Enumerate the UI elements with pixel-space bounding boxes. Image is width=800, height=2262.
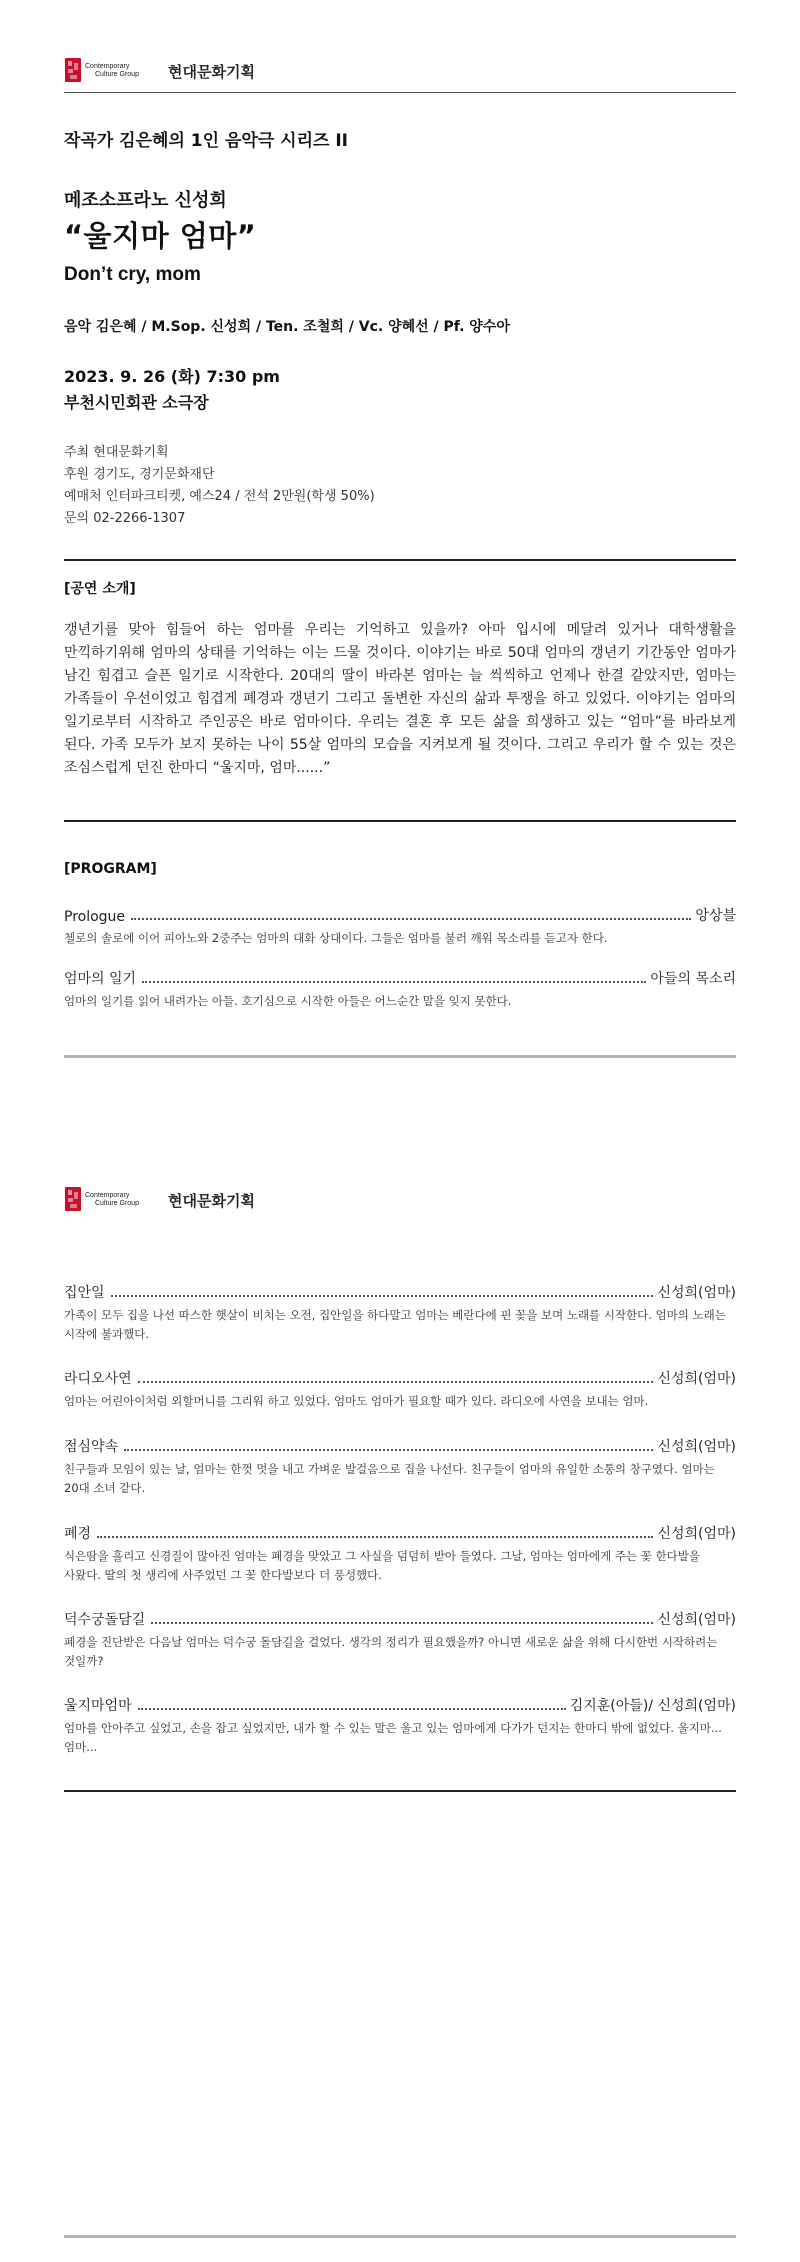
page-2-footer-rule [64,2235,736,2238]
program-item-description: 가족이 모두 집을 나선 따스한 햇살이 비치는 오전, 집안일을 하다말고 엄마는 베란다에 핀 꽃을 보며 노래를 시작한다. 엄마의 노래는 시작에 불과했다. [64,1308,726,1341]
intro-top-divider [64,559,736,561]
company-name: 현대문화기획 [168,1192,255,1210]
program-item-line [64,1366,736,1388]
program-item-title: 엄마의 일기 [64,971,137,987]
program-item-performer: 앙상블 [695,908,736,924]
ticket-info: 예매처 인터파크티켓, 예스24 / 전석 2만원(학생 50%) [64,489,375,504]
program-end-divider [64,1790,736,1792]
program-item-line [64,903,736,925]
program-item [64,1693,736,1757]
english-title: Don’t cry, mom [64,264,201,285]
program-item-line [64,1693,736,1715]
logo-text [85,63,139,79]
logo-text-line2: Culture Group [95,1200,139,1207]
dot-leader [131,918,691,920]
program-item-line [64,1521,736,1543]
program-item-performer: 신성희(엄마) [657,1612,736,1628]
program-item [64,1366,736,1411]
performer-name: 메조소프라노 신성희 [64,190,227,211]
logo-seal-icon [64,1186,82,1212]
program-item-title: 폐경 [64,1526,92,1542]
company-logo [64,1185,164,1215]
contact-info: 문의 02-2266-1307 [64,511,186,526]
logo-text-line1: Contemporary [85,1192,130,1199]
concert-title: “울지마 엄마” [64,219,257,253]
program-item [64,1280,736,1344]
dot-leader [151,1622,653,1624]
logo-text-line2: Culture Group [95,71,139,78]
company-name: 현대문화기획 [168,63,255,81]
page-1-footer-rule [64,1055,736,1058]
page-2 [0,1160,800,2262]
program-item [64,1607,736,1671]
dot-leader [138,1708,566,1710]
program-item [64,966,736,1011]
dot-leader [138,1381,654,1383]
dot-leader [111,1295,654,1297]
program-item-description: 폐경을 진단받은 다음날 엄마는 덕수궁 돌담길을 걸었다. 생각의 정리가 필요했을까? 아니면 새로운 삶을 위해 다시한번 시작하려는 것일까? [64,1635,718,1668]
program-item-description: 친구들과 모임이 있는 날, 엄마는 한껏 멋을 내고 가벼운 발걸음으로 집을 나선다. 친구들이 엄마의 유일한 소통의 창구였다. 엄마는 20대 소녀 같다. [64,1462,715,1495]
program-item-performer: 아들의 목소리 [650,971,736,987]
program-item [64,1434,736,1498]
series-title: 작곡가 김은혜의 1인 음악극 시리즈 II [64,131,348,151]
program-item-title: 집안일 [64,1285,105,1301]
page-header [64,1185,736,1215]
logo-text-line1: Contemporary [85,63,130,70]
program-heading: [PROGRAM] [64,861,157,877]
company-logo [64,56,164,86]
program-item-line [64,1434,736,1456]
program-item-title: 라디오사연 [64,1371,132,1387]
program-item-description: 식은땀을 흘리고 신경질이 많아진 엄마는 폐경을 맞았고 그 사실을 덤덤히 받아 들였다. 그날, 엄마는 엄마에게 주는 꽃 한다발을 사왔다. 딸의 첫 생리에 사주었던 그 꽃 한다발보다 더 풍성했다. [64,1549,701,1582]
program-item [64,903,736,948]
program-item-performer: 김지훈(아들)/ 신성희(엄마) [569,1698,736,1714]
program-item-title: 점심약속 [64,1439,119,1455]
page-1 [0,0,800,1100]
program-item-line [64,1280,736,1302]
dot-leader [142,981,646,983]
program-item-line [64,1607,736,1629]
intro-bottom-divider [64,820,736,822]
program-item-description: 첼로의 솔로에 이어 피아노와 2중주는 엄마의 대화 상대이다. 그들은 엄마를 불러 깨워 목소리를 듣고자 한다. [64,931,608,945]
host-info: 주최 현대문화기획 [64,445,169,460]
sponsor-info: 후원 경기도, 경기문화재단 [64,467,215,482]
page-header [64,56,736,86]
dot-leader [124,1449,653,1451]
program-item [64,1521,736,1585]
dot-leader [97,1536,653,1538]
program-item-title: 덕수궁돌담길 [64,1612,146,1628]
intro-body: 갱년기를 맞아 힘들어 하는 엄마를 우리는 기억하고 있을까? 아마 입시에 메달려 있거나 대학생활을 만끽하기위해 엄마의 상태를 기억하는 이는 드물 것이다. 이야기는 바로 50대 엄마의 갱년기 기간동안 엄마가 남긴 힘겹고 슬픈 일기로 시작한다. 20대의 딸이 바라본 엄마는 늘 씩씩하고 언제나 한결 같았지만, 엄마는 가족들이 우선이었고 힘겹게 폐경과 갱년기 그리고 돌변한 자신의 삶과 투쟁을 하고 있었다. 이야기는 엄마의 일기로부터 시작하고 주인공은 바로 엄마이다. 우리는 결혼 후 모든 삶을 희생하고 있는 “엄마”를 바라보게 된다. 가족 모두가 보지 못하는 나이 55살 엄마의 모습을 지켜보게 될 것이다. 그리고 우리가 할 수 있는 것은 조심스럽게 던진 한마디 “울지마, 엄마......” [64,622,736,776]
program-item-title: 울지마엄마 [64,1698,132,1714]
program-item-description: 엄마는 어린아이처럼 외할머니를 그리워 하고 있었다. 엄마도 엄마가 필요할 때가 있다. 라디오에 사연을 보내는 엄마. [64,1394,649,1408]
program-item-performer: 신성희(엄마) [657,1526,736,1542]
program-item-performer: 신성희(엄마) [657,1371,736,1387]
intro-heading: [공연 소개] [64,581,136,597]
program-item-line [64,966,736,988]
concert-venue: 부천시민회관 소극장 [64,393,209,412]
program-item-description: 엄마를 안아주고 싶었고, 손을 잡고 싶었지만, 내가 할 수 있는 말은 울고 있는 엄마에게 다가가 던지는 한마디 밖에 없었다. 울지마... 엄마... [64,1721,722,1754]
program-item-description: 엄마의 일기를 읽어 내려가는 아들. 호기심으로 시작한 아들은 어느순간 말을 잊지 못한다. [64,994,512,1008]
logo-seal-icon [64,57,82,83]
credits-line: 음악 김은혜 / M.Sop. 신성희 / Ten. 조철희 / Vc. 양혜선 / Pf. 양수아 [64,319,510,335]
program-item-title: Prologue [64,909,126,925]
concert-date: 2023. 9. 26 (화) 7:30 pm [64,367,280,386]
header-divider [64,92,736,93]
logo-text [85,1192,139,1208]
program-item-performer: 신성희(엄마) [657,1285,736,1301]
program-item-performer: 신성희(엄마) [657,1439,736,1455]
